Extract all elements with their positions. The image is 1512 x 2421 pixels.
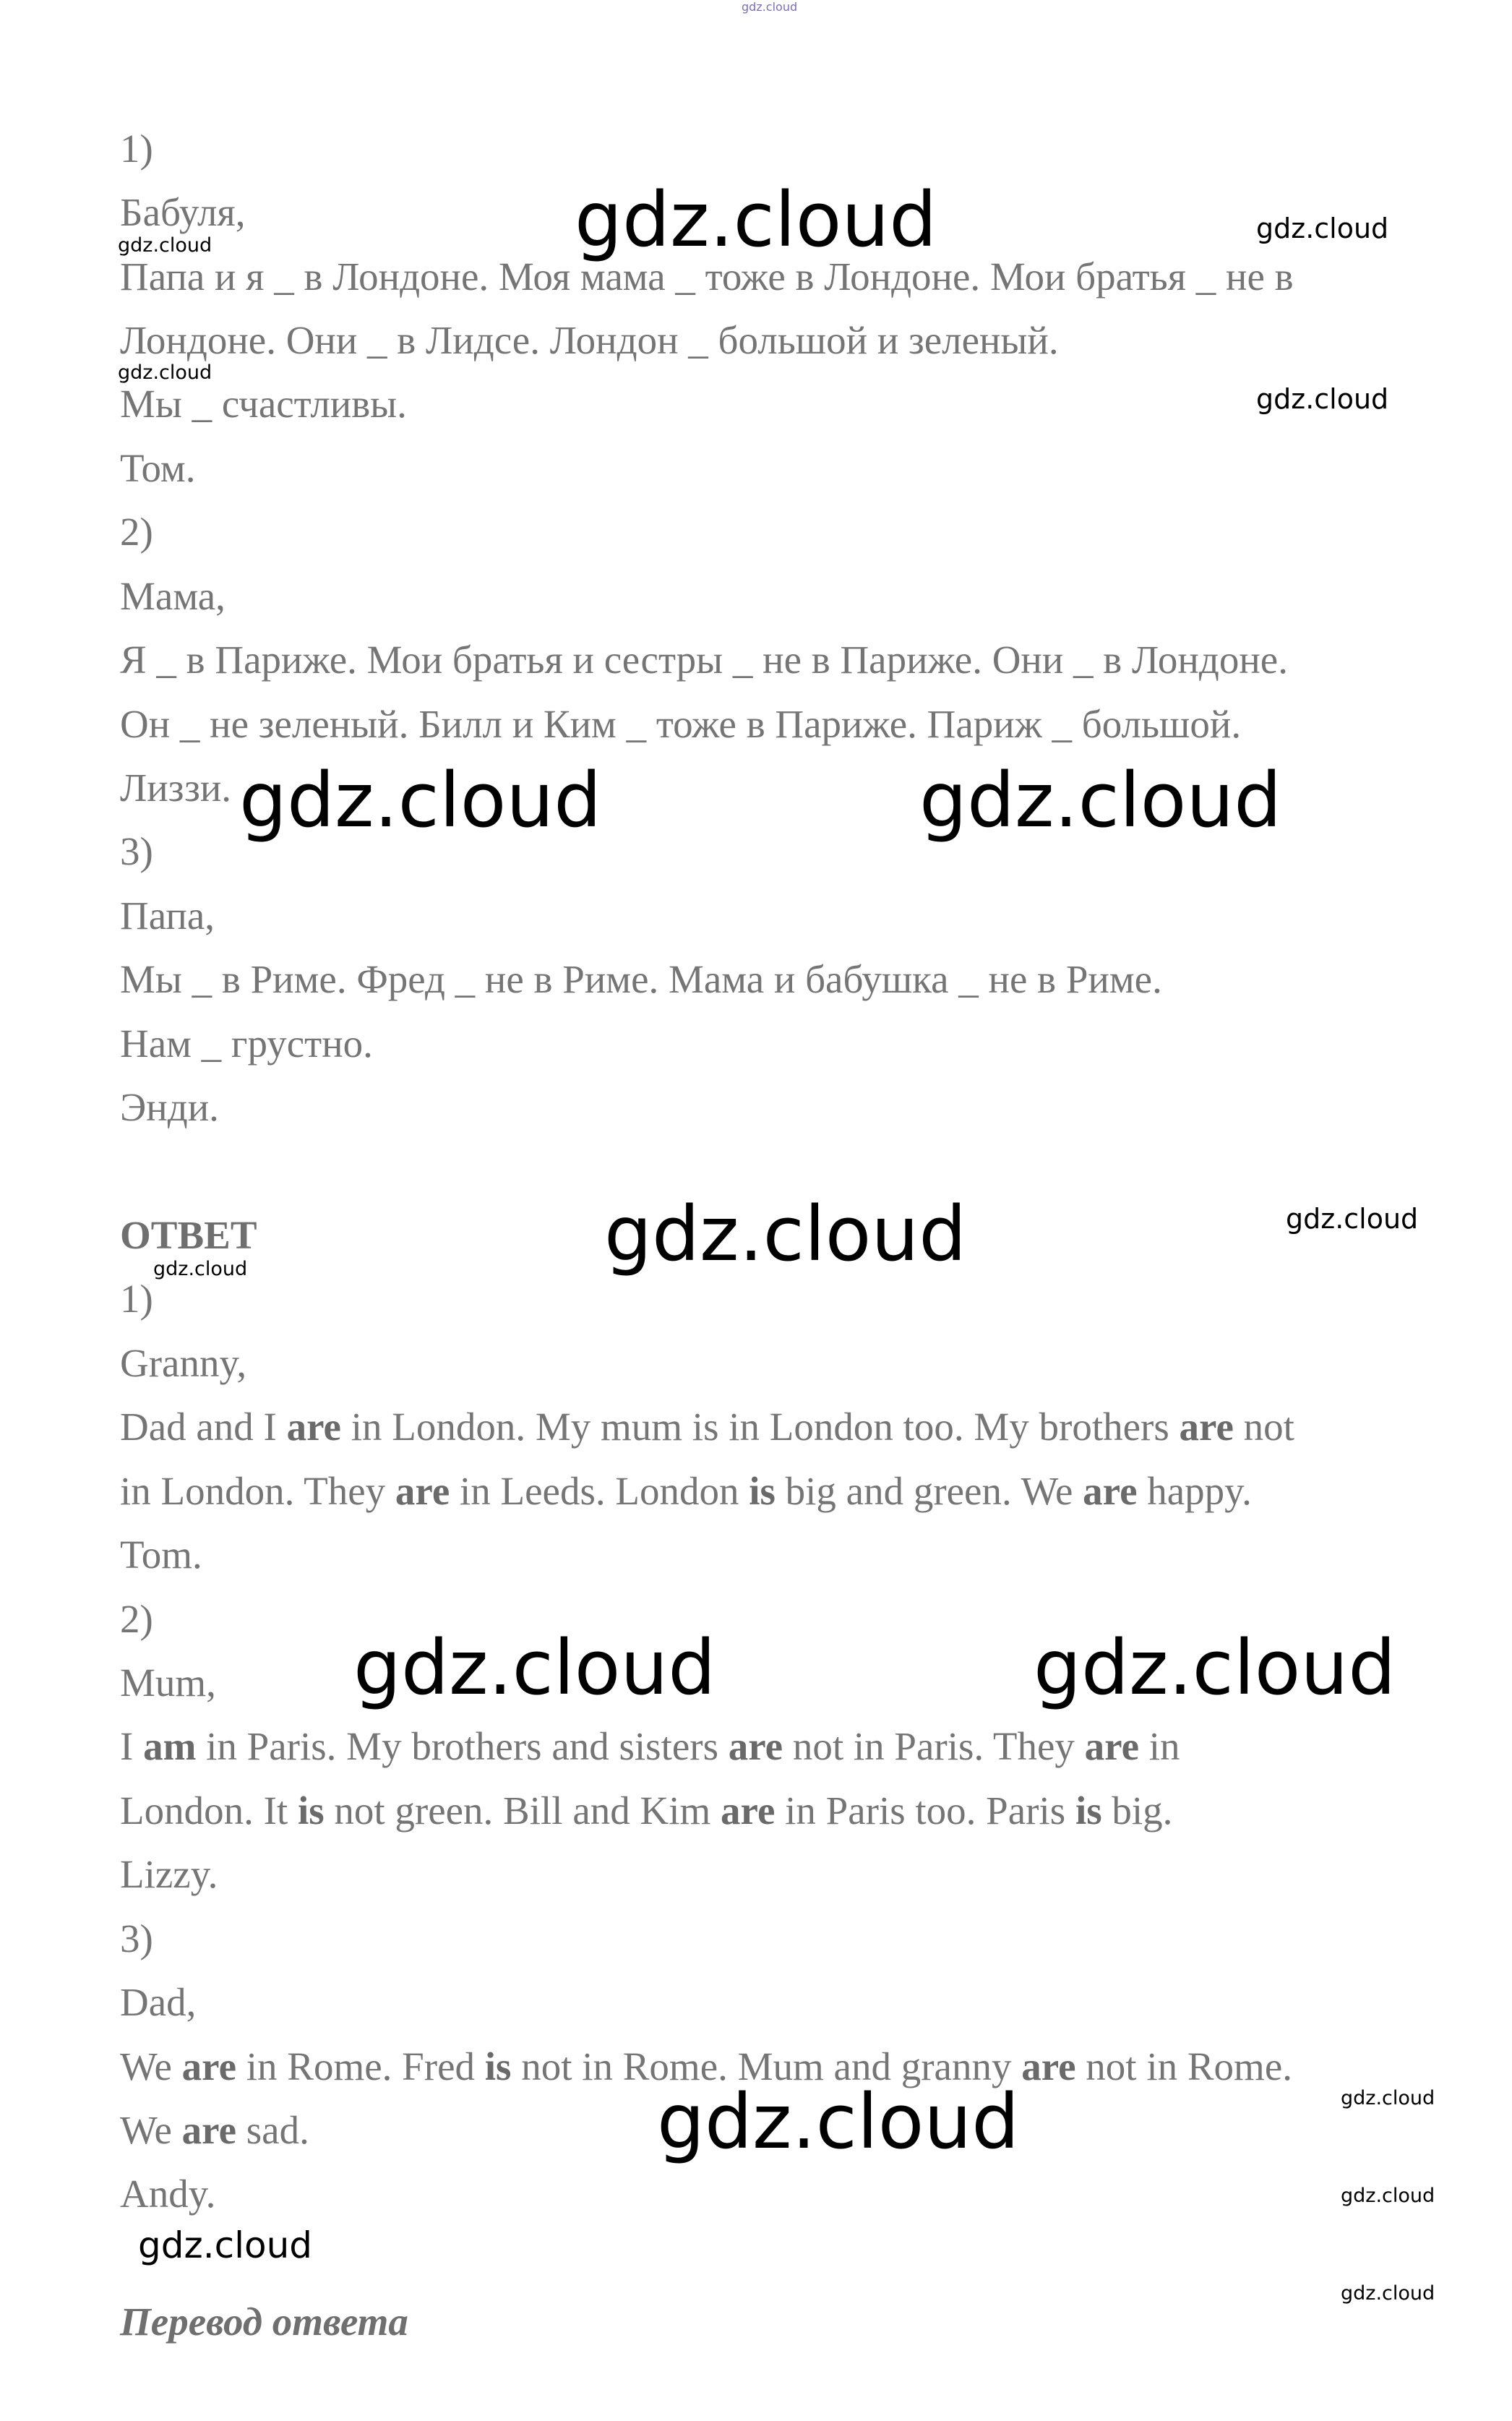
task-2-line: Мама, (120, 574, 225, 618)
verb-highlight: is (749, 1469, 776, 1513)
verb-highlight: are (1084, 1724, 1139, 1768)
text-segment: big and green. We (775, 1469, 1083, 1513)
text-segment: We (120, 2044, 182, 2088)
text-segment: in Rome. Fred (236, 2044, 485, 2088)
answer-1-number: 1) (120, 1277, 153, 1321)
text-segment: Dad, (120, 1980, 197, 2024)
verb-highlight: is (297, 1788, 325, 1833)
task-1-number: 1) (120, 127, 153, 171)
watermark: gdz.cloud (657, 2078, 1020, 2166)
verb-highlight: are (395, 1469, 450, 1513)
watermark: gdz.cloud (575, 176, 937, 264)
verb-highlight: am (143, 1724, 197, 1768)
answer-2-line (120, 1661, 216, 1705)
watermark: gdz.cloud (153, 1258, 248, 1280)
text-segment: happy. (1137, 1469, 1252, 1513)
translation-heading: Перевод ответа (120, 2300, 408, 2344)
text-segment: Mum, (120, 1661, 216, 1705)
watermark: gdz.cloud (742, 0, 798, 14)
watermark: gdz.cloud (1341, 2282, 1435, 2305)
answer-heading: ОТВЕТ (120, 1213, 257, 1257)
text-segment: not in Rome. (1075, 2044, 1292, 2088)
verb-highlight: are (1021, 2044, 1076, 2088)
task-3-line: Мы _ в Риме. Фред _ не в Риме. Мама и бабушка _ не в Риме. (120, 957, 1162, 1001)
task-3-line: Энди. (120, 1085, 219, 1129)
answer-3-line (120, 2174, 215, 2214)
task-1-line: Бабуля, (120, 190, 246, 234)
verb-highlight: are (1179, 1405, 1234, 1449)
verb-highlight: is (484, 2044, 512, 2088)
watermark: gdz.cloud (239, 756, 602, 844)
answer-1-line (120, 1343, 246, 1383)
answer-3-number: 3) (120, 1916, 153, 1961)
verb-highlight: are (286, 1405, 341, 1449)
verb-highlight: are (181, 2044, 237, 2088)
text-segment: I (120, 1724, 144, 1768)
verb-highlight: are (181, 2108, 237, 2152)
text-segment: Tom. (120, 1533, 202, 1577)
task-3-line: Нам _ грустно. (120, 1021, 373, 1066)
watermark: gdz.cloud (1341, 2087, 1435, 2109)
task-2-number: 2) (120, 510, 153, 554)
text-segment: Andy. (120, 2172, 216, 2216)
answer-2-line (120, 1854, 218, 1894)
text-segment: Lizzy. (120, 1852, 218, 1896)
watermark: gdz.cloud (118, 234, 212, 257)
text-segment: in Paris too. Paris (775, 1788, 1075, 1833)
watermark: gdz.cloud (1341, 2185, 1435, 2207)
text-segment: in London. They (120, 1469, 395, 1513)
answer-2-line (120, 1726, 1180, 1766)
text-segment: not in Rome. Mum and granny (511, 2044, 1022, 2088)
answer-3-line (120, 1982, 196, 2022)
answer-2-number: 2) (120, 1597, 153, 1641)
watermark: gdz.cloud (604, 1190, 967, 1278)
verb-highlight: are (721, 1788, 776, 1833)
task-2-line: Он _ не зеленый. Билл и Ким _ тоже в Париже. Париж _ большой. (120, 702, 1242, 746)
answer-1-line (120, 1471, 1252, 1511)
text-segment: London. It (120, 1788, 298, 1833)
answer-3-line (120, 2110, 309, 2150)
task-2-line: Я _ в Париже. Мои братья и сестры _ не в Париже. Они _ в Лондоне. (120, 638, 1288, 682)
task-2-line: Лиззи. (120, 766, 232, 810)
answer-1-line (120, 1533, 202, 1577)
watermark: gdz.cloud (118, 361, 212, 384)
answer-1-line (120, 1407, 1294, 1447)
text-segment: Granny, (120, 1341, 247, 1385)
text-segment: not green. Bill and Kim (324, 1788, 721, 1833)
answer-2-line (120, 1788, 1173, 1833)
watermark: gdz.cloud (1286, 1203, 1419, 1235)
task-3-number: 3) (120, 829, 153, 873)
watermark: gdz.cloud (1256, 213, 1389, 244)
task-1-line: Том. (120, 446, 196, 490)
watermark: gdz.cloud (353, 1624, 716, 1712)
watermark: gdz.cloud (919, 756, 1282, 844)
text-segment: Dad and I (120, 1405, 287, 1449)
verb-highlight: are (1083, 1469, 1138, 1513)
text-segment: big. (1101, 1788, 1173, 1833)
text-segment: We (120, 2108, 182, 2152)
text-segment: not in Paris. They (783, 1724, 1085, 1768)
text-segment: sad. (236, 2108, 309, 2152)
task-1-line: Лондоне. Они _ в Лидсе. Лондон _ большой и зеленый. (120, 318, 1059, 362)
verb-highlight: is (1075, 1788, 1102, 1833)
watermark: gdz.cloud (1034, 1624, 1396, 1712)
text-segment: in (1139, 1724, 1180, 1768)
task-1-line: Папа и я _ в Лондоне. Моя мама _ тоже в Лондоне. Мои братья _ не в (120, 254, 1294, 299)
text-segment: in Paris. My brothers and sisters (196, 1724, 729, 1768)
text-segment: not (1233, 1405, 1294, 1449)
task-3-line: Папа, (120, 894, 215, 938)
text-segment: in Leeds. London (450, 1469, 749, 1513)
watermark: gdz.cloud (1256, 383, 1389, 415)
verb-highlight: are (728, 1724, 783, 1768)
text-segment: in London. My mum is in London too. My brothers (340, 1405, 1180, 1449)
task-1-line: Мы _ счастливы. (120, 382, 407, 426)
watermark: gdz.cloud (138, 2224, 313, 2266)
